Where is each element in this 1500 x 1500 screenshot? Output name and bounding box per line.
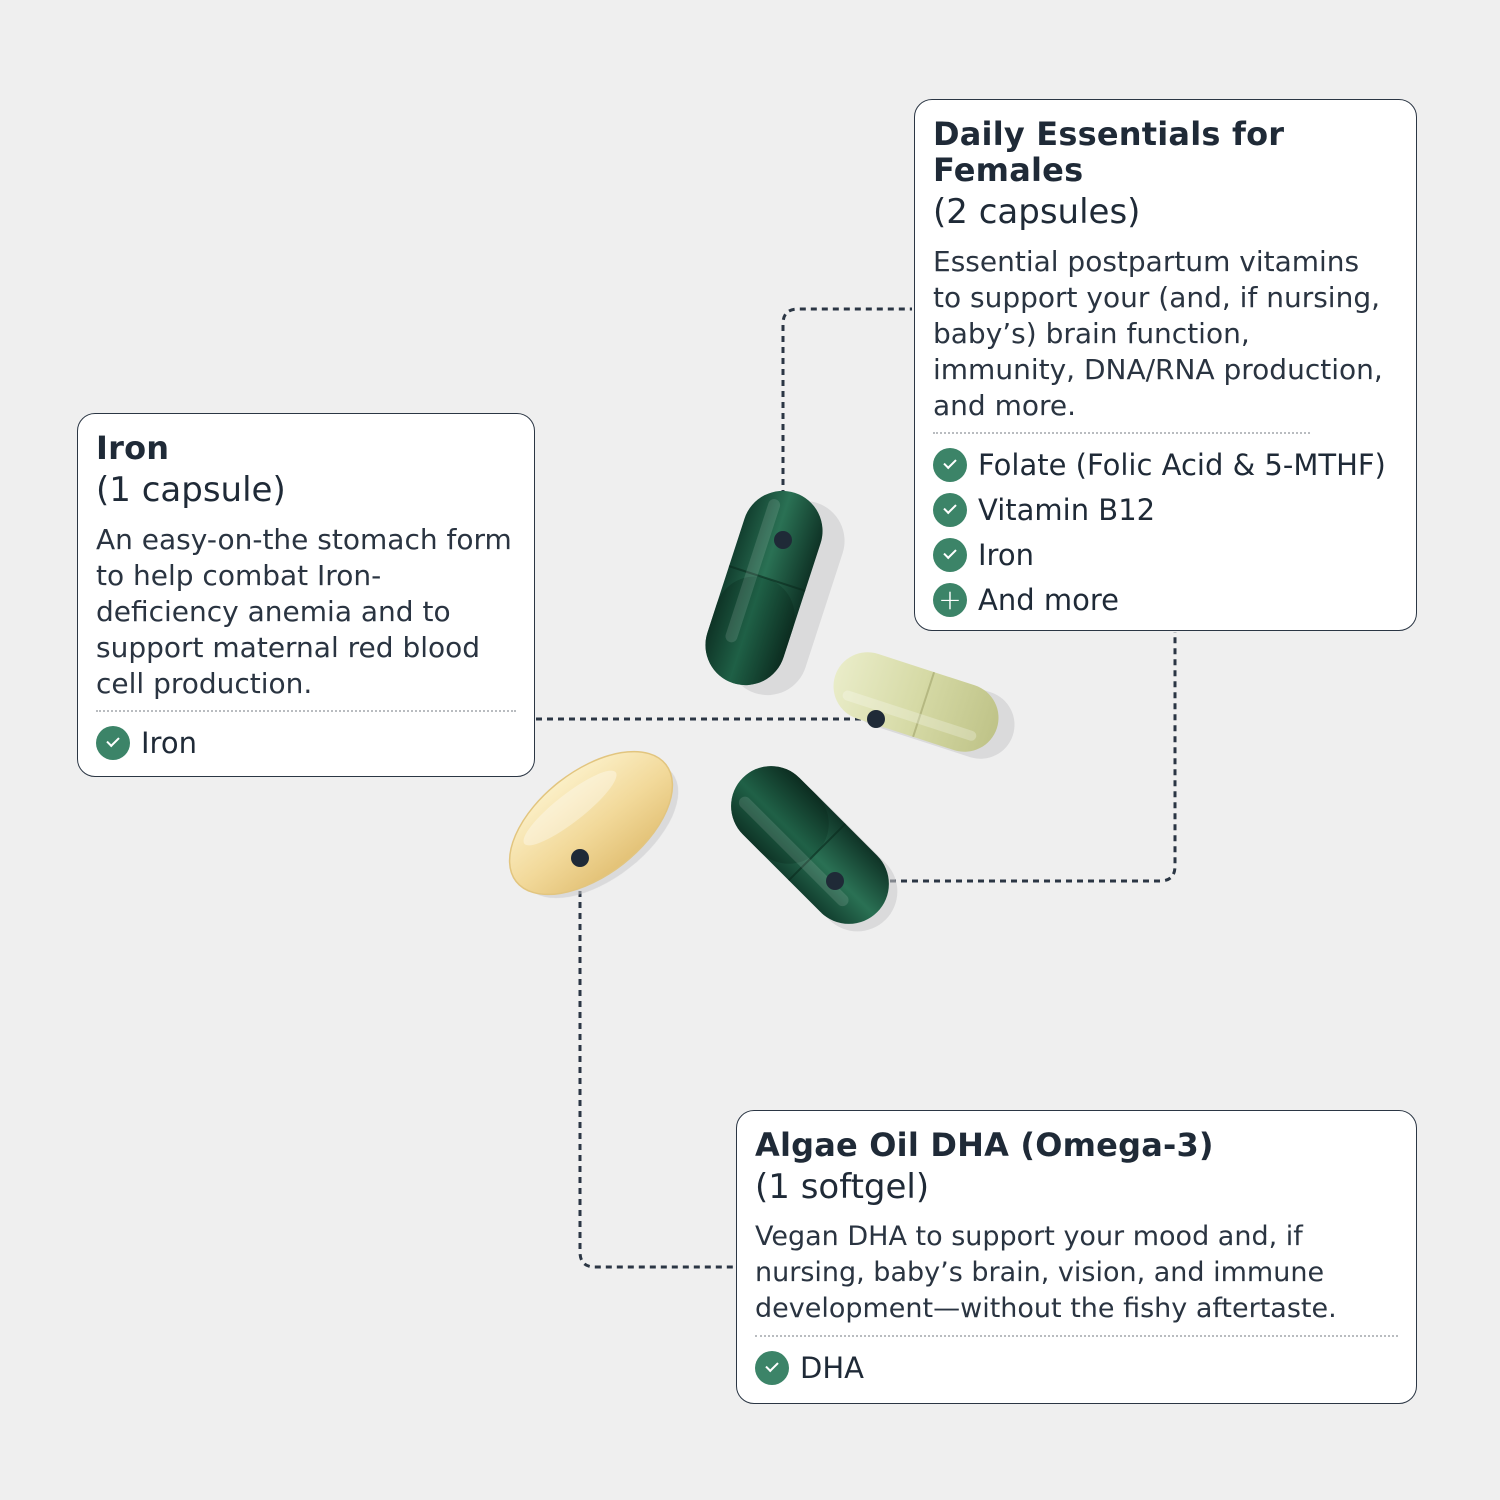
check-icon xyxy=(933,493,967,527)
iron-card xyxy=(77,413,535,777)
daily-card-subtitle: (2 capsules) xyxy=(933,192,1141,232)
dha-card-subtitle: (1 softgel) xyxy=(755,1167,930,1207)
iron-card-subtitle: (1 capsule) xyxy=(96,470,286,510)
anchor-dot-daily-top xyxy=(774,531,792,549)
daily-card-description: Essential postpartum vitamins to support your (and, if nursing, baby’s) brain function, immunity, DNA/RNA production, and more. xyxy=(933,245,1383,422)
feature-item xyxy=(96,720,516,765)
check-icon xyxy=(96,726,130,760)
dha-card xyxy=(736,1110,1417,1404)
check-icon xyxy=(755,1351,789,1385)
anchor-dot-dha xyxy=(571,849,589,867)
divider xyxy=(933,432,1310,434)
iron-card-title: Iron xyxy=(96,429,170,467)
check-icon xyxy=(933,538,967,572)
tan-capsule xyxy=(825,643,1008,760)
feature-item xyxy=(933,487,1398,532)
iron-card-description: An easy-on-the stomach form to help combat Iron-deficiency anemia and to support maternal red blood cell production. xyxy=(96,523,512,700)
divider xyxy=(755,1335,1398,1337)
plus-icon: + xyxy=(933,583,967,617)
feature-label: Vitamin B12 xyxy=(978,492,1156,527)
feature-label: And more xyxy=(978,582,1119,617)
feature-item xyxy=(933,577,1398,622)
connector-dha xyxy=(580,858,736,1267)
feature-label: Folate (Folic Acid & 5-MTHF) xyxy=(978,447,1386,482)
feature-label: DHA xyxy=(800,1350,864,1385)
feature-item xyxy=(755,1345,1398,1390)
feature-label: Iron xyxy=(978,537,1034,572)
check-icon xyxy=(933,448,967,482)
dha-card-title: Algae Oil DHA (Omega-3) xyxy=(755,1126,1214,1164)
feature-item xyxy=(933,532,1398,577)
anchor-dot-daily-bottom xyxy=(826,872,844,890)
dha-card-description: Vegan DHA to support your mood and, if nursing, baby’s brain, vision, and immune development—without the fishy aftertaste. xyxy=(755,1221,1337,1324)
daily-card-title: Daily Essentials for Females xyxy=(933,115,1285,189)
daily-essentials-card xyxy=(914,99,1417,631)
feature-item xyxy=(933,442,1398,487)
anchor-dot-iron xyxy=(867,710,885,728)
divider xyxy=(96,710,516,712)
green-capsule-bottom xyxy=(715,750,906,941)
feature-label: Iron xyxy=(141,725,197,760)
